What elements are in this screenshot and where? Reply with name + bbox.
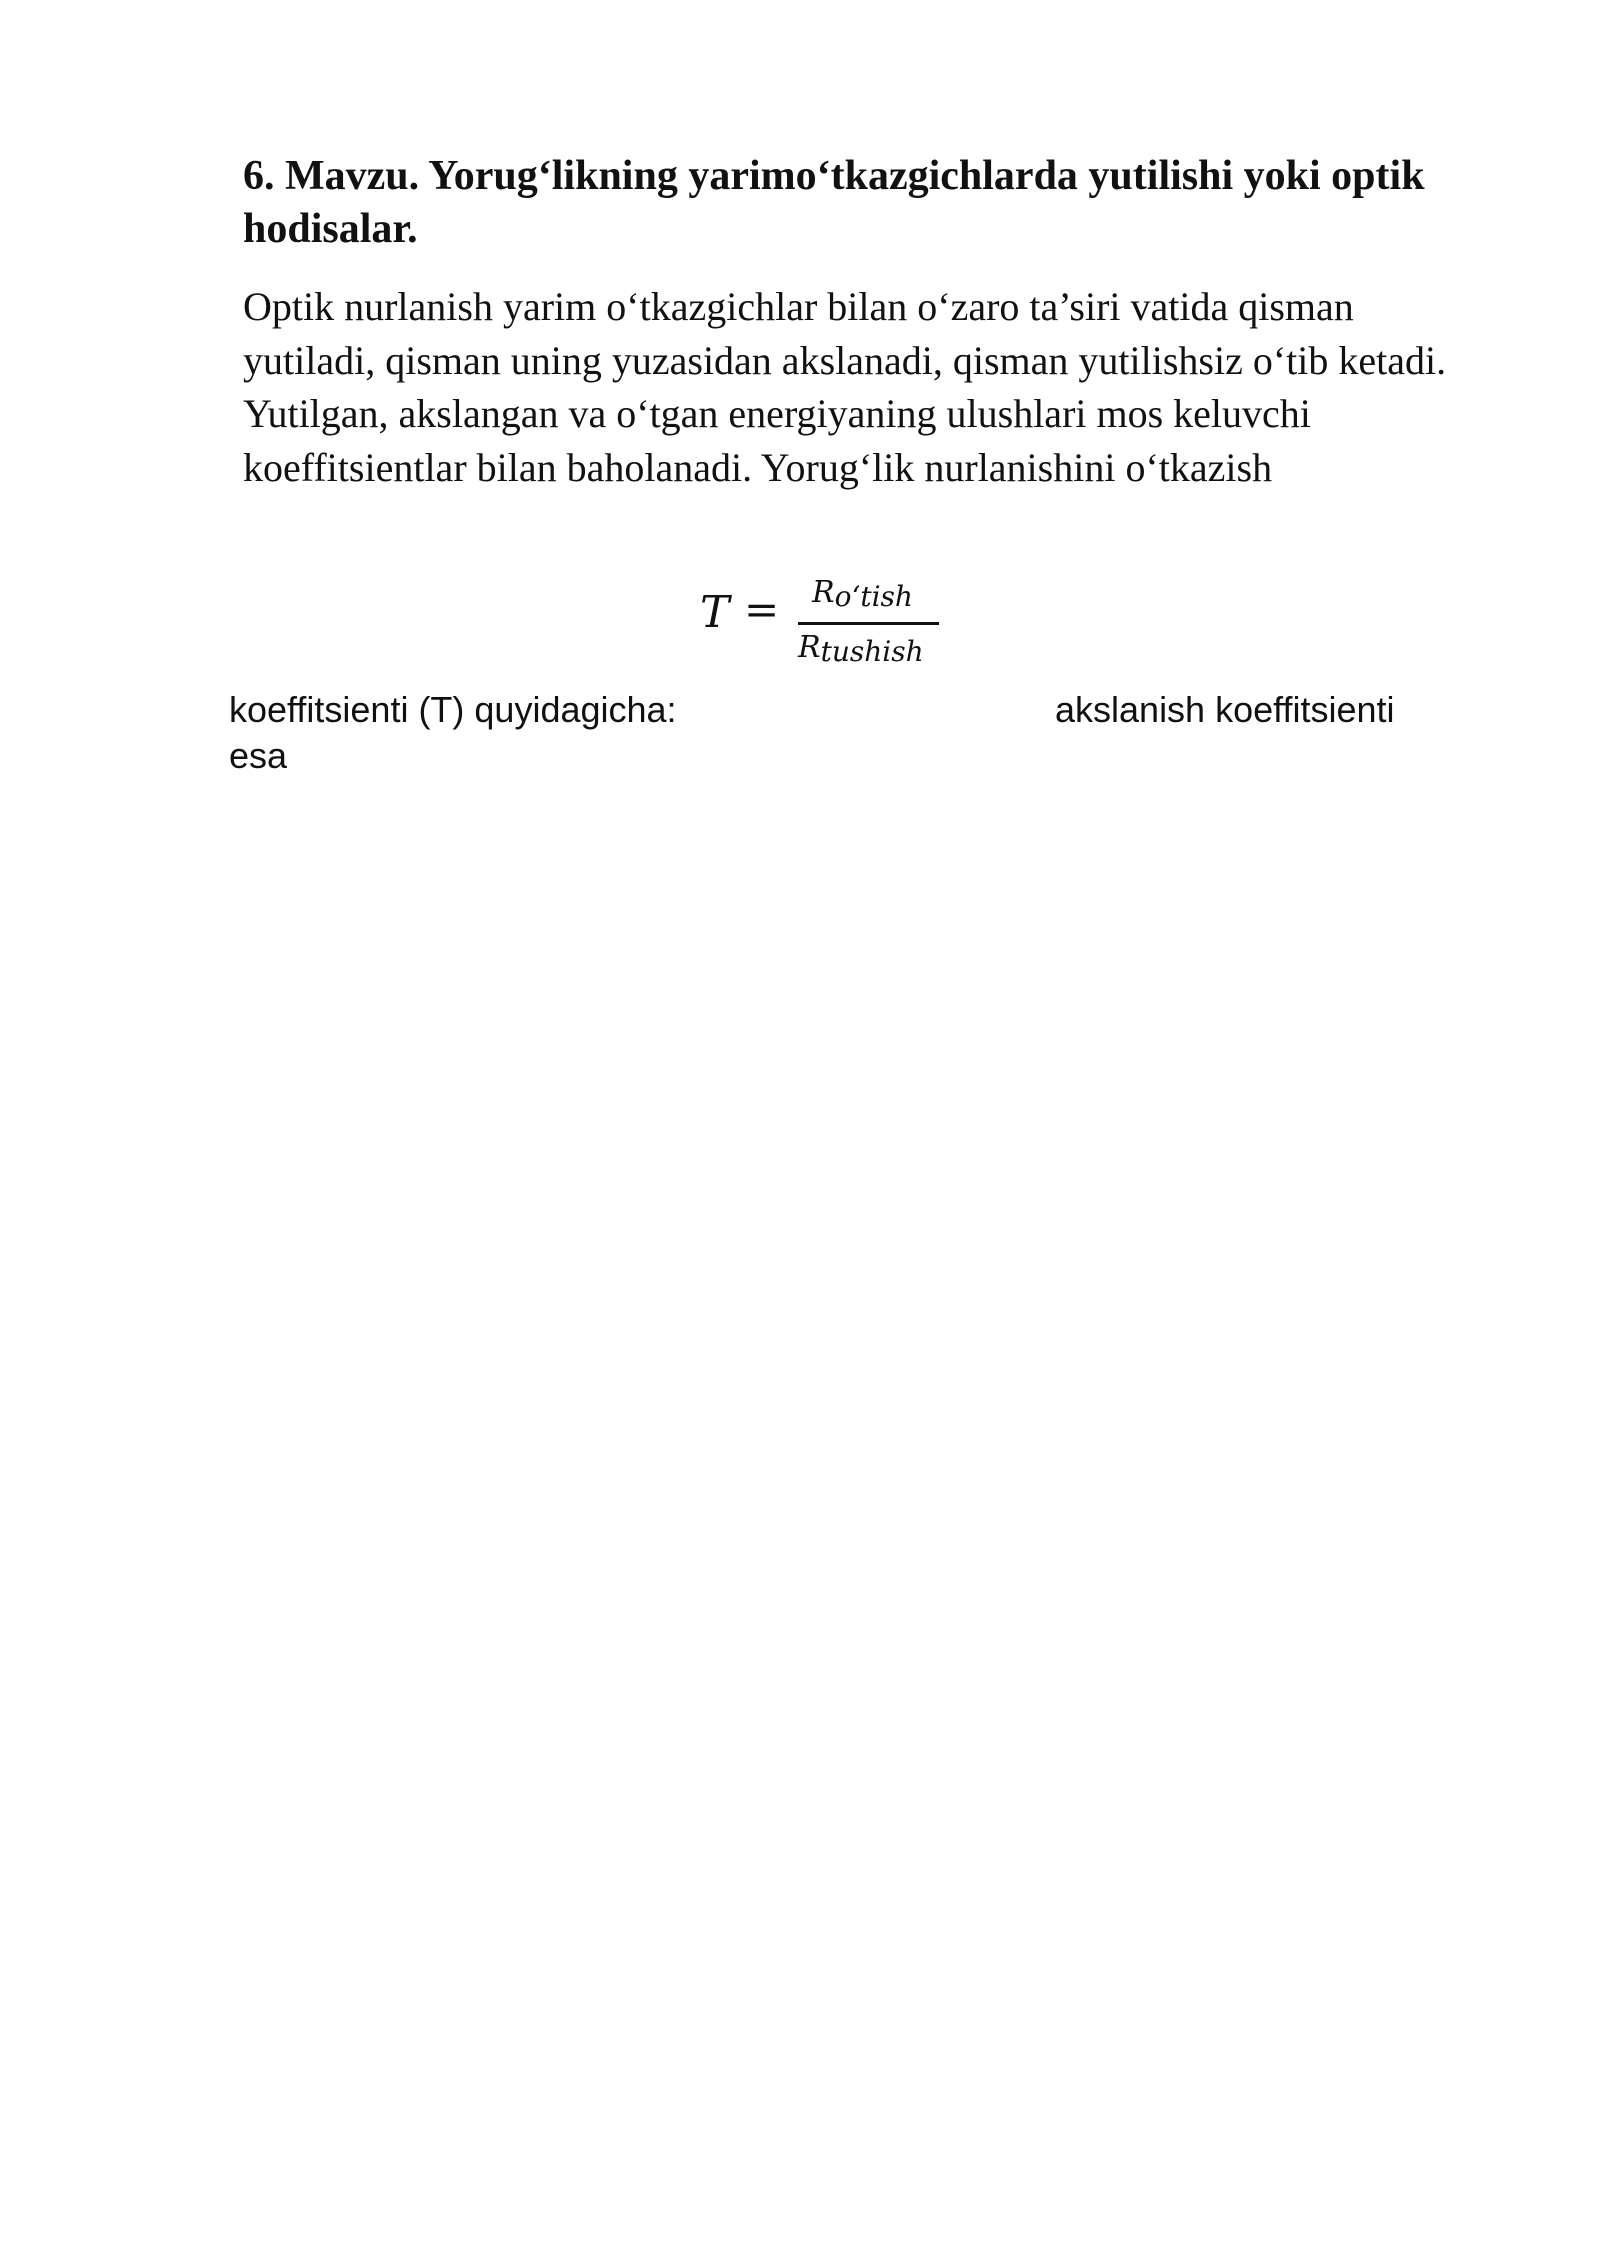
fraction-bar — [798, 622, 939, 625]
page-title: 6. Mavzu. Yorug‘likning yarimo‘tkazgichlarda yutilishi yoki optik hodisalar. — [243, 153, 1425, 252]
formula-denominator — [798, 630, 924, 668]
coefficient-text-left: koeffitsienti (T) quyidagicha: — [229, 689, 677, 730]
denominator-base: R — [798, 630, 821, 665]
coefficient-text-next: esa — [229, 735, 288, 776]
numerator-base: R — [812, 575, 835, 610]
transmission-formula — [700, 575, 960, 680]
body-paragraph: Optik nurlanish yarim o‘tkazgichlar bilan o‘zaro ta’siri vatida qisman yutiladi, qisman uning yuzasidan akslanadi, qisman yutilishsiz o‘tib ketadi. Yutilgan, akslangan va o‘tgan energiyaning ulushlari mos keluvchi koeffitsientlar bilan baholanadi. Yorug‘lik nurlanishini o‘tkazish — [243, 284, 1447, 490]
formula-equals: = — [744, 585, 780, 634]
numerator-subscript: o‘tish — [834, 580, 913, 613]
denominator-subscript: tushish — [820, 635, 924, 668]
formula-numerator — [812, 575, 913, 613]
coefficient-text-right: akslanish koeffitsienti — [1055, 689, 1395, 730]
formula-lhs: T — [700, 587, 730, 638]
